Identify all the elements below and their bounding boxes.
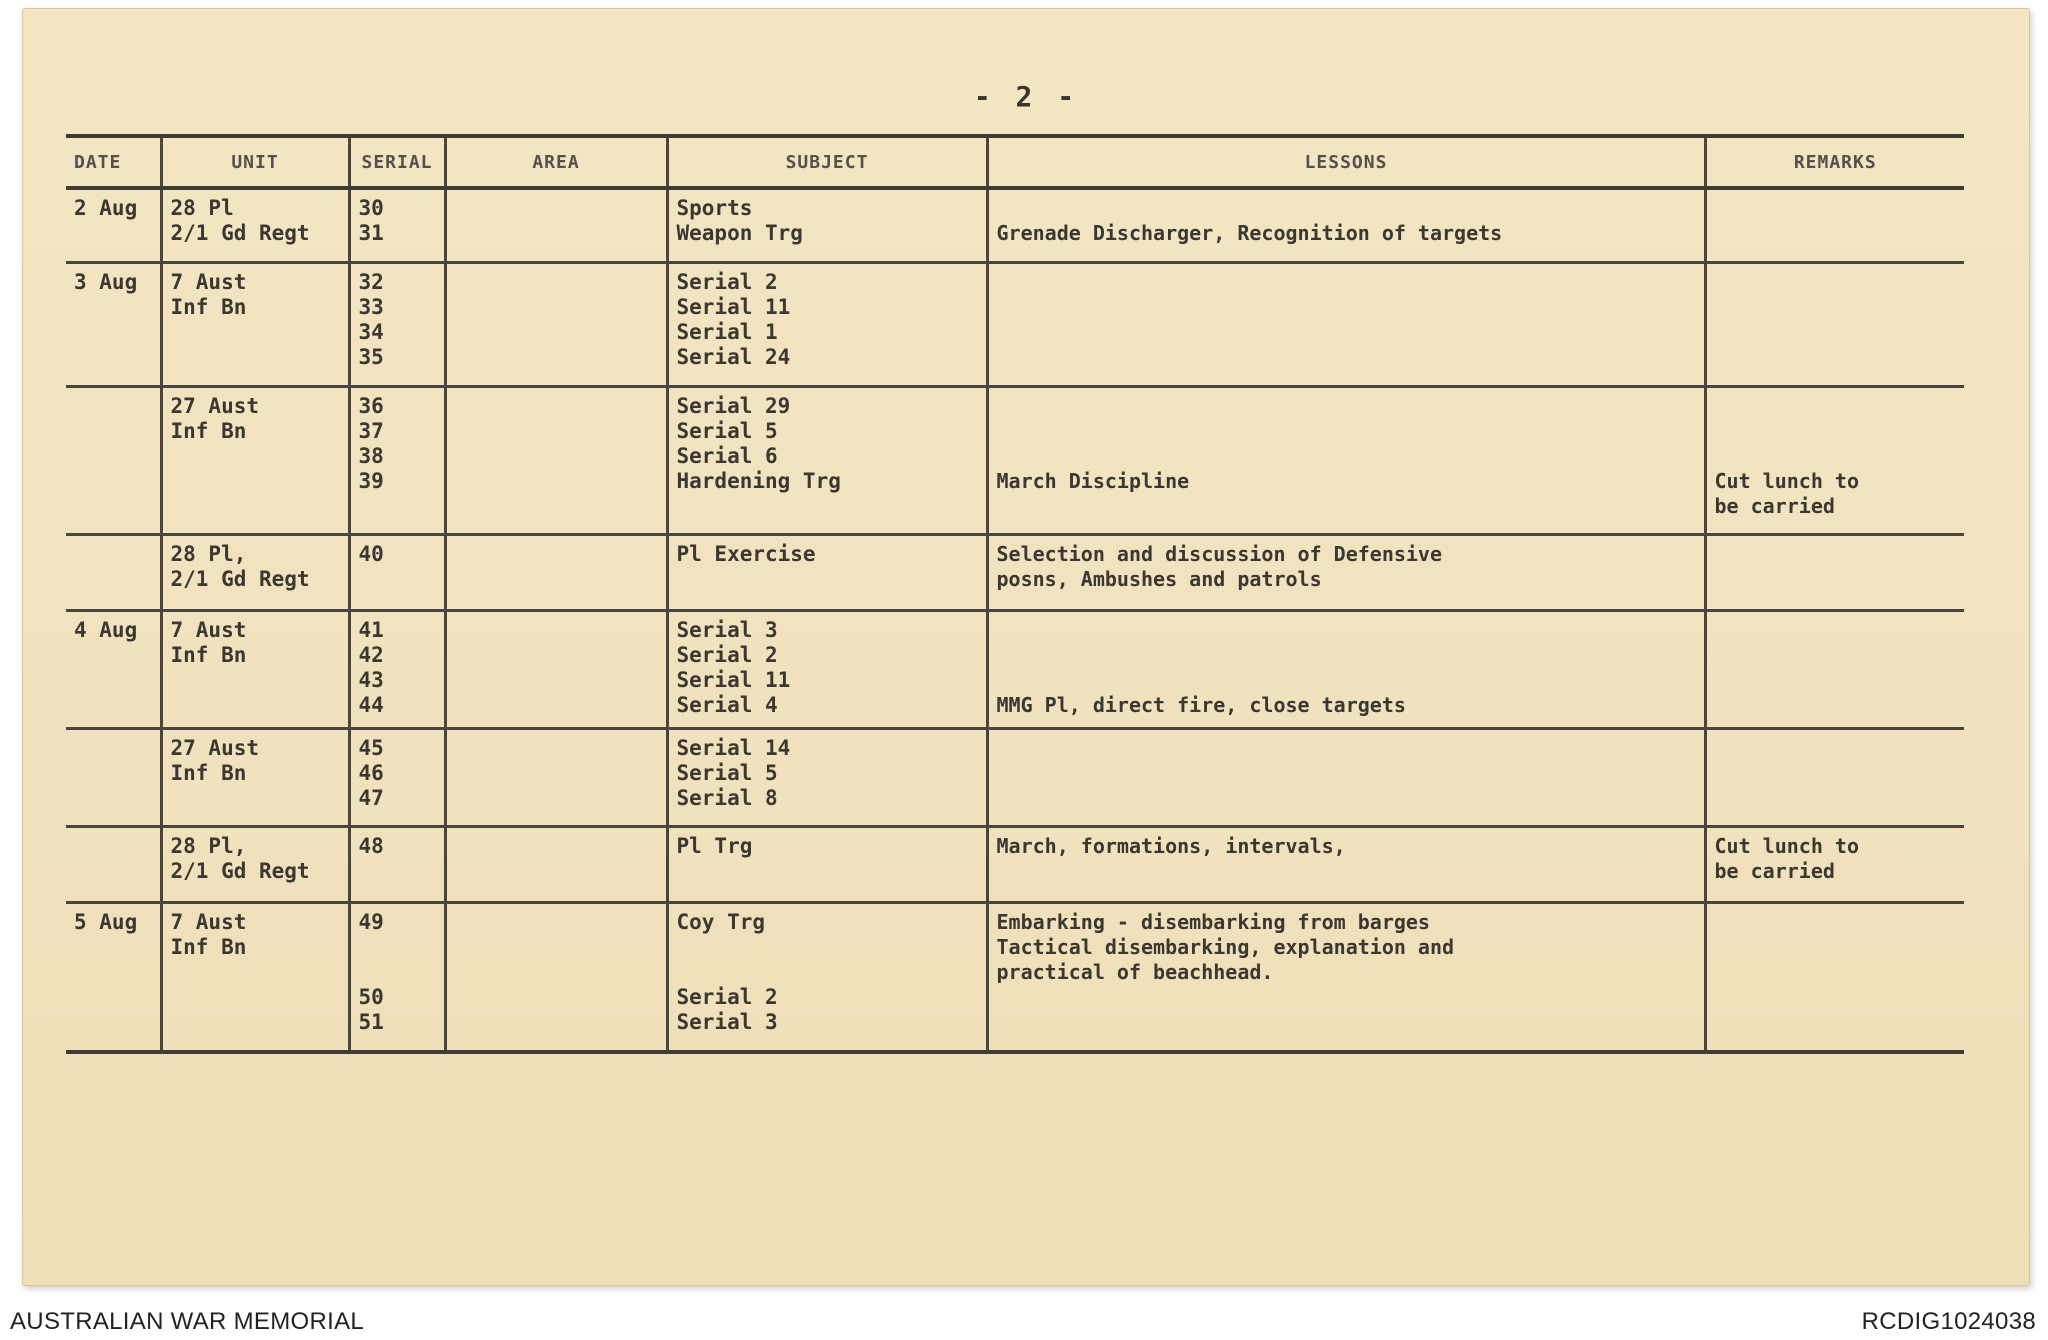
subject-cell: Serial 3 Serial 2 Serial 11 Serial 4 <box>667 610 987 728</box>
subject-cell: Serial 14 Serial 5 Serial 8 <box>667 728 987 826</box>
subject-cell: Pl Exercise <box>667 534 987 610</box>
table-row <box>66 728 1964 826</box>
date-cell <box>66 826 161 902</box>
date-cell <box>66 534 161 610</box>
remarks-cell <box>1705 610 1964 728</box>
unit-cell: 27 Aust Inf Bn <box>161 728 349 826</box>
lessons-cell <box>987 262 1705 386</box>
lessons-cell: Grenade Discharger, Recognition of targets <box>987 188 1705 262</box>
lessons-cell <box>987 728 1705 826</box>
table-row <box>66 534 1964 610</box>
remarks-cell <box>1705 534 1964 610</box>
header-area: AREA <box>445 136 667 188</box>
serial-cell: 40 <box>349 534 445 610</box>
header-unit: UNIT <box>161 136 349 188</box>
header-lessons: LESSONS <box>987 136 1705 188</box>
remarks-cell <box>1705 262 1964 386</box>
unit-cell: 7 Aust Inf Bn <box>161 262 349 386</box>
subject-cell: Sports Weapon Trg <box>667 188 987 262</box>
remarks-cell <box>1705 188 1964 262</box>
area-cell <box>445 386 667 534</box>
serial-cell: 32 33 34 35 <box>349 262 445 386</box>
document-page <box>22 8 2030 1286</box>
header-subject: SUBJECT <box>667 136 987 188</box>
lessons-cell: March, formations, intervals, <box>987 826 1705 902</box>
subject-cell: Pl Trg <box>667 826 987 902</box>
unit-cell: 28 Pl, 2/1 Gd Regt <box>161 826 349 902</box>
table-row <box>66 386 1964 534</box>
area-cell <box>445 902 667 1052</box>
archive-credit: AUSTRALIAN WAR MEMORIAL <box>10 1308 365 1335</box>
unit-cell: 28 Pl 2/1 Gd Regt <box>161 188 349 262</box>
subject-cell: Coy Trg Serial 2 Serial 3 <box>667 902 987 1052</box>
remarks-cell <box>1705 728 1964 826</box>
lessons-cell: Embarking - disembarking from barges Tactical disembarking, explanation and practical of beachhead. <box>987 902 1705 1052</box>
date-cell: 3 Aug <box>66 262 161 386</box>
header-date: DATE <box>66 136 161 188</box>
unit-cell: 28 Pl, 2/1 Gd Regt <box>161 534 349 610</box>
date-cell: 4 Aug <box>66 610 161 728</box>
table-row <box>66 902 1964 1052</box>
unit-cell: 7 Aust Inf Bn <box>161 902 349 1052</box>
subject-cell: Serial 2 Serial 11 Serial 1 Serial 24 <box>667 262 987 386</box>
subject-cell: Serial 29 Serial 5 Serial 6 Hardening Trg <box>667 386 987 534</box>
serial-cell: 49 50 51 <box>349 902 445 1052</box>
header-remarks: REMARKS <box>1793 151 1877 173</box>
header-serial: SERIAL <box>349 136 445 188</box>
table-row <box>66 262 1964 386</box>
page-number: - 2 - <box>973 80 1079 113</box>
serial-cell: 48 <box>349 826 445 902</box>
lessons-cell: MMG Pl, direct fire, close targets <box>987 610 1705 728</box>
date-cell <box>66 728 161 826</box>
serial-cell: 30 31 <box>349 188 445 262</box>
lessons-cell: Selection and discussion of Defensive posns, Ambushes and patrols <box>987 534 1705 610</box>
area-cell <box>445 826 667 902</box>
remarks-cell: Cut lunch to be carried <box>1714 468 1859 518</box>
lessons-cell: March Discipline <box>987 386 1705 534</box>
area-cell <box>445 534 667 610</box>
serial-cell: 41 42 43 44 <box>349 610 445 728</box>
area-cell <box>445 262 667 386</box>
remarks-cell <box>1705 902 1964 1052</box>
area-cell <box>445 728 667 826</box>
training-schedule-table <box>66 134 1964 1054</box>
serial-cell: 45 46 47 <box>349 728 445 826</box>
date-cell: 2 Aug <box>66 188 161 262</box>
remarks-cell: Cut lunch to be carried <box>1714 833 1859 883</box>
table-row <box>66 188 1964 262</box>
area-cell <box>445 610 667 728</box>
table-row <box>66 826 1964 902</box>
serial-cell: 36 37 38 39 <box>349 386 445 534</box>
area-cell <box>445 188 667 262</box>
header-row <box>66 136 1964 188</box>
unit-cell: 27 Aust Inf Bn <box>161 386 349 534</box>
table-row <box>66 610 1964 728</box>
date-cell <box>66 386 161 534</box>
unit-cell: 7 Aust Inf Bn <box>161 610 349 728</box>
date-cell: 5 Aug <box>66 902 161 1052</box>
record-id: RCDIG1024038 <box>1861 1308 2036 1335</box>
